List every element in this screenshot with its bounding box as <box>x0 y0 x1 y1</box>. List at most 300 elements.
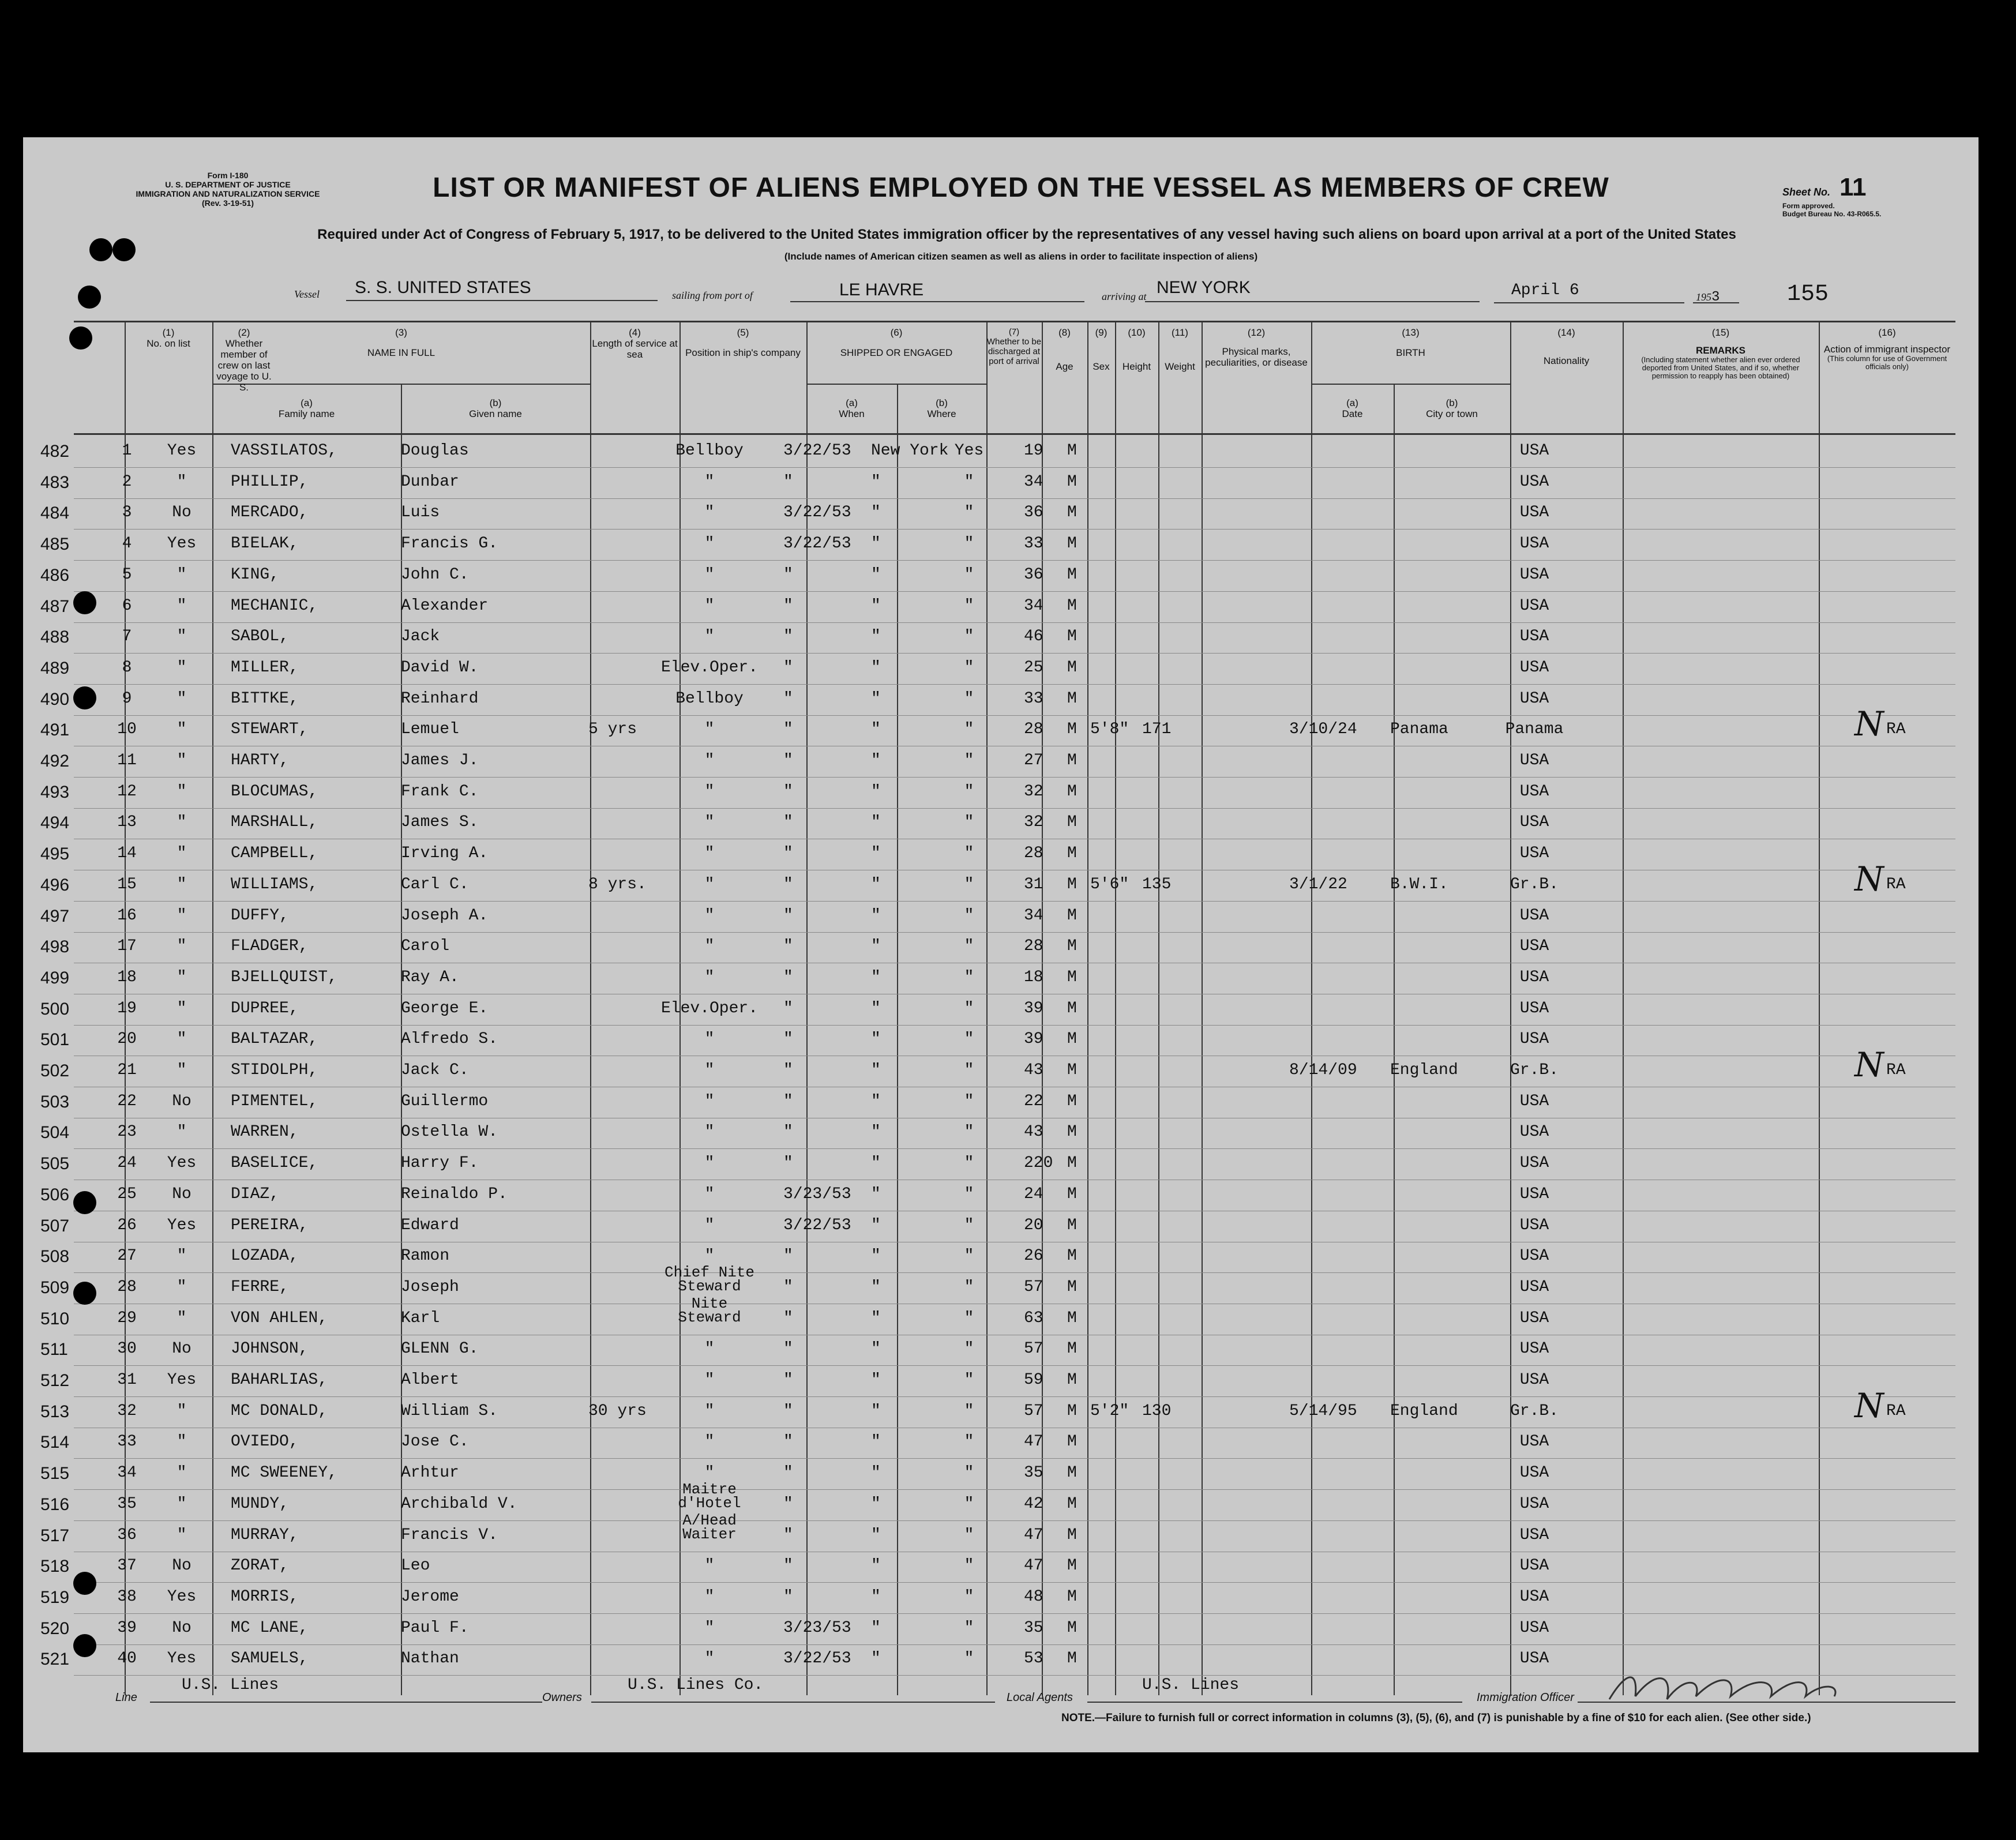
cell-when: " <box>783 907 793 925</box>
cell-position: " <box>704 1092 715 1110</box>
cell-disch: " <box>964 1495 974 1513</box>
cell-nat: USA <box>1519 752 1549 769</box>
cell-no: 36 <box>117 1526 137 1544</box>
cell-when: " <box>783 783 793 801</box>
arrival-port: NEW YORK <box>1157 278 1251 297</box>
cell-nat: USA <box>1519 659 1549 677</box>
col-14-header: (14) Nationality <box>1543 327 1590 366</box>
cell-no: 40 <box>117 1650 137 1668</box>
punch-hole <box>73 1572 96 1595</box>
external-line-number: 509 <box>40 1278 70 1297</box>
cell-position: Elev.Oper. <box>660 659 759 677</box>
cell-age: 18 <box>1024 968 1043 986</box>
cell-nat: USA <box>1519 1650 1549 1668</box>
cell-disch: " <box>964 659 974 677</box>
cell-family: VASSILATOS, <box>231 442 337 460</box>
cell-disch: " <box>964 968 974 986</box>
cell-sex: M <box>1067 1371 1077 1389</box>
cell-when: " <box>783 720 793 738</box>
table-row <box>23 809 1979 839</box>
cell-position: " <box>704 720 715 738</box>
cell-prev: " <box>177 876 187 893</box>
cell-position: " <box>704 628 715 645</box>
cell-position: " <box>704 1185 715 1203</box>
cell-age: 22 <box>1024 1092 1043 1110</box>
cell-position: Chief Nite Steward <box>664 1264 755 1295</box>
cell-given: Ostella W. <box>401 1123 498 1141</box>
cell-no: 26 <box>117 1216 137 1234</box>
agents-value: U.S. Lines <box>1142 1676 1240 1694</box>
cell-disch: " <box>964 1340 974 1358</box>
cell-prev: " <box>177 1247 187 1265</box>
cell-family: PEREIRA, <box>231 1216 309 1234</box>
external-line-number: 513 <box>40 1402 70 1421</box>
cell-service: 30 yrs <box>588 1402 647 1420</box>
cell-nat: USA <box>1519 690 1549 708</box>
cell-position: " <box>704 1557 715 1575</box>
cell-sex: M <box>1067 1526 1077 1544</box>
cell-nat: USA <box>1519 1278 1549 1296</box>
cell-no: 35 <box>117 1495 137 1513</box>
cell-family: JOHNSON, <box>231 1340 309 1358</box>
cell-no: 3 <box>122 504 132 521</box>
col-3-header: (3) NAME IN FULL <box>367 327 436 358</box>
cell-when: " <box>783 1588 793 1606</box>
cell-disch: " <box>964 907 974 925</box>
cell-sex: M <box>1067 1278 1077 1296</box>
cell-sex: M <box>1067 442 1077 460</box>
cell-position: Nite Steward <box>678 1295 741 1326</box>
cell-disch: " <box>964 876 974 893</box>
table-row <box>23 1026 1979 1056</box>
punch-hole <box>112 238 136 261</box>
cell-given: Francis V. <box>401 1526 498 1544</box>
cell-where: " <box>871 1650 881 1668</box>
cell-given: Reinaldo P. <box>401 1185 508 1203</box>
cell-no: 19 <box>117 1000 137 1017</box>
cell-family: HARTY, <box>231 752 289 769</box>
cell-disch: " <box>964 566 974 584</box>
table-row <box>23 1150 1979 1180</box>
line-value: U.S. Lines <box>182 1676 279 1694</box>
cell-sex: M <box>1067 752 1077 769</box>
cell-sex: M <box>1067 1061 1077 1079</box>
table-row <box>23 1366 1979 1397</box>
cell-sex: M <box>1067 1650 1077 1668</box>
cell-disch: " <box>964 1123 974 1141</box>
cell-prev: " <box>177 1433 187 1451</box>
cell-family: DUFFY, <box>231 907 289 925</box>
table-row <box>23 840 1979 870</box>
table-row <box>23 1386 1979 1428</box>
external-line-number: 496 <box>40 876 70 895</box>
cell-nat: Gr.B. <box>1510 1061 1559 1079</box>
cell-prev: " <box>177 844 187 862</box>
cell-no: 33 <box>117 1433 137 1451</box>
external-line-number: 503 <box>40 1092 70 1111</box>
external-line-number: 489 <box>40 659 70 678</box>
cell-when: " <box>783 1123 793 1141</box>
external-line-number: 497 <box>40 907 70 926</box>
cell-position: " <box>704 1464 715 1482</box>
cell-family: MURRAY, <box>231 1526 299 1544</box>
cell-no: 37 <box>117 1557 137 1575</box>
cell-where: " <box>871 876 881 893</box>
cell-nat: USA <box>1519 1526 1549 1544</box>
cell-prev: " <box>177 473 187 491</box>
cell-where: " <box>871 1526 881 1544</box>
cell-no: 17 <box>117 937 137 955</box>
cell-position: Bellboy <box>675 442 744 460</box>
cell-position: " <box>704 566 715 584</box>
cell-given: James S. <box>401 813 479 831</box>
cell-given: Francis G. <box>401 535 498 553</box>
cell-action: RA <box>1886 1061 1906 1079</box>
cell-disch: " <box>964 597 974 615</box>
cell-prev: " <box>177 1278 187 1296</box>
cell-position: " <box>704 535 715 553</box>
cell-disch: " <box>964 1216 974 1234</box>
cell-where: " <box>871 597 881 615</box>
cell-where: " <box>871 535 881 553</box>
col-7-header: (7) Whether to be discharged at port of arrival <box>986 327 1042 366</box>
table-row <box>23 1088 1979 1118</box>
external-line-number: 514 <box>40 1433 70 1452</box>
table-row <box>23 499 1979 530</box>
external-line-number: 494 <box>40 813 70 832</box>
cell-disch: " <box>964 1650 974 1668</box>
col-15-header: (15) REMARKS (Including statement whether alien ever ordered deported from United States, and if so, whether permission to reapply has been obtained) <box>1641 327 1800 380</box>
cell-no: 32 <box>117 1402 137 1420</box>
cell-age: 28 <box>1024 844 1043 862</box>
external-line-number: 492 <box>40 752 70 771</box>
cell-nat: USA <box>1519 504 1549 521</box>
cell-prev: No <box>172 1340 192 1358</box>
cell-when: 3/22/53 <box>783 1650 851 1668</box>
cell-sex: M <box>1067 504 1077 521</box>
cell-nat: USA <box>1519 628 1549 645</box>
cell-prev: Yes <box>167 442 197 460</box>
inspector-initial-mark: N <box>1854 1045 1884 1084</box>
cell-nat: USA <box>1519 1433 1549 1451</box>
cell-family: SAMUELS, <box>231 1650 309 1668</box>
external-line-number: 482 <box>40 442 70 461</box>
cell-no: 5 <box>122 566 132 584</box>
external-line-number: 499 <box>40 968 70 987</box>
cell-where: " <box>871 937 881 955</box>
table-row <box>23 933 1979 963</box>
external-line-number: 500 <box>40 1000 70 1019</box>
cell-nat: USA <box>1519 1185 1549 1203</box>
cell-where: " <box>871 628 881 645</box>
cell-given: Edward <box>401 1216 459 1234</box>
cell-when: " <box>783 1247 793 1265</box>
cell-prev: " <box>177 597 187 615</box>
cell-position: " <box>704 937 715 955</box>
cell-prev: " <box>177 720 187 738</box>
cell-given: Albert <box>401 1371 459 1389</box>
cell-given: Joseph <box>401 1278 459 1296</box>
cell-position: " <box>704 876 715 893</box>
cell-prev: Yes <box>167 1371 197 1389</box>
cell-when: " <box>783 1092 793 1110</box>
cell-position: " <box>704 752 715 769</box>
cell-where: " <box>871 1371 881 1389</box>
cell-when: 3/22/53 <box>783 535 851 553</box>
cell-weight: 135 <box>1142 876 1172 893</box>
cell-sex: M <box>1067 659 1077 677</box>
cell-sex: M <box>1067 1557 1077 1575</box>
cell-age: 57 <box>1024 1402 1043 1420</box>
cell-bcity: England <box>1390 1402 1458 1420</box>
col-9-header: (9) Sex <box>1093 327 1110 372</box>
cell-family: SABOL, <box>231 628 289 645</box>
cell-prev: " <box>177 937 187 955</box>
cell-sex: M <box>1067 783 1077 801</box>
external-line-number: 493 <box>40 783 70 802</box>
table-row <box>23 654 1979 685</box>
cell-where: " <box>871 1588 881 1606</box>
cell-when: " <box>783 1433 793 1451</box>
cell-when: " <box>783 876 793 893</box>
cell-age: 39 <box>1024 1030 1043 1048</box>
col-1-header: (1) No. on list <box>147 327 190 349</box>
cell-nat: USA <box>1519 1464 1549 1482</box>
col-2-header: (2) Whether member of crew on last voyage to U. S. <box>216 327 272 393</box>
cell-age: 57 <box>1024 1340 1043 1358</box>
cell-disch: " <box>964 1000 974 1017</box>
cell-prev: " <box>177 1061 187 1079</box>
cell-age: 19 <box>1024 442 1043 460</box>
cell-sex: M <box>1067 1433 1077 1451</box>
cell-prev: " <box>177 1464 187 1482</box>
cell-nat: USA <box>1519 442 1549 460</box>
cell-where: " <box>871 1402 881 1420</box>
cell-nat: USA <box>1519 1247 1549 1265</box>
table-row <box>23 859 1979 902</box>
cell-given: Dunbar <box>401 473 459 491</box>
cell-prev: Yes <box>167 1216 197 1234</box>
cell-where: " <box>871 1185 881 1203</box>
cell-family: VON AHLEN, <box>231 1309 328 1327</box>
document-subtitle: Required under Act of Congress of February 5, 1917, to be delivered to the United States immigration officer by the representatives of any vessel having such aliens on board upon arrival at a port of the United States <box>317 227 1736 242</box>
cell-age: 42 <box>1024 1495 1043 1513</box>
cell-family: KING, <box>231 566 280 584</box>
table-row <box>23 1181 1979 1211</box>
cell-sex: M <box>1067 907 1077 925</box>
cell-given: William S. <box>401 1402 498 1420</box>
external-line-number: 508 <box>40 1247 70 1266</box>
cell-disch: Yes <box>954 442 984 460</box>
cell-family: OVIEDO, <box>231 1433 299 1451</box>
cell-family: DIAZ, <box>231 1185 280 1203</box>
external-line-number: 502 <box>40 1061 70 1080</box>
cell-disch: " <box>964 1278 974 1296</box>
cell-family: MC DONALD, <box>231 1402 328 1420</box>
cell-given: Carol <box>401 937 450 955</box>
cell-given: Guillermo <box>401 1092 489 1110</box>
cell-when: 3/23/53 <box>783 1619 851 1637</box>
cell-disch: " <box>964 1433 974 1451</box>
stamp-number: 155 <box>1787 281 1829 307</box>
cell-family: ZORAT, <box>231 1557 289 1575</box>
table-row <box>23 902 1979 933</box>
external-line-number: 501 <box>40 1030 70 1049</box>
table-row <box>23 1614 1979 1645</box>
cell-prev: No <box>172 1185 192 1203</box>
cell-where: " <box>871 566 881 584</box>
cell-sex: M <box>1067 844 1077 862</box>
cell-position: " <box>704 1340 715 1358</box>
cell-disch: " <box>964 1030 974 1048</box>
cell-sex: M <box>1067 1030 1077 1048</box>
cell-nat: USA <box>1519 1371 1549 1389</box>
cell-weight: 130 <box>1142 1402 1172 1420</box>
cell-when: " <box>783 1061 793 1079</box>
cell-sex: M <box>1067 1495 1077 1513</box>
cell-nat: USA <box>1519 783 1549 801</box>
cell-when: " <box>783 1340 793 1358</box>
cell-age: 63 <box>1024 1309 1043 1327</box>
cell-disch: " <box>964 690 974 708</box>
cell-position: " <box>704 813 715 831</box>
cell-where: " <box>871 1619 881 1637</box>
cell-family: DUPREE, <box>231 1000 299 1017</box>
cell-age: 20 <box>1024 1216 1043 1234</box>
cell-when: 3/22/53 <box>783 504 851 521</box>
cell-no: 21 <box>117 1061 137 1079</box>
cell-age: 43 <box>1024 1061 1043 1079</box>
table-row <box>23 778 1979 809</box>
cell-nat: Panama <box>1505 720 1564 738</box>
external-line-number: 520 <box>40 1619 70 1638</box>
col-3b-header: (b) Given name <box>469 397 522 419</box>
cell-given: GLENN G. <box>401 1340 479 1358</box>
cell-where: " <box>871 1309 881 1327</box>
col-13-header: (13) BIRTH <box>1396 327 1425 358</box>
external-line-number: 485 <box>40 535 70 554</box>
cell-given: Carl C. <box>401 876 469 893</box>
cell-action: RA <box>1886 720 1906 738</box>
cell-where: " <box>871 1557 881 1575</box>
cell-when: " <box>783 473 793 491</box>
arrival-year: 1953 <box>1696 290 1720 305</box>
cell-disch: " <box>964 1371 974 1389</box>
punch-hole <box>73 1634 96 1657</box>
cell-family: PHILLIP, <box>231 473 309 491</box>
cell-when: " <box>783 1309 793 1327</box>
cell-age: 35 <box>1024 1464 1043 1482</box>
cell-no: 13 <box>117 813 137 831</box>
cell-age: 47 <box>1024 1526 1043 1544</box>
cell-given: Alfredo S. <box>401 1030 498 1048</box>
cell-when: " <box>783 1371 793 1389</box>
cell-service: 8 yrs. <box>588 876 647 893</box>
cell-age: 32 <box>1024 783 1043 801</box>
cell-nat: USA <box>1519 1557 1549 1575</box>
external-line-number: 483 <box>40 473 70 492</box>
cell-age: 39 <box>1024 1000 1043 1017</box>
cell-sex: M <box>1067 690 1077 708</box>
cell-sex: M <box>1067 937 1077 955</box>
cell-prev: " <box>177 752 187 769</box>
cell-sex: M <box>1067 1309 1077 1327</box>
cell-where: " <box>871 844 881 862</box>
col-13a-header: (a) Date <box>1342 397 1363 419</box>
cell-given: John C. <box>401 566 469 584</box>
col-4-header: (4) Length of service at sea <box>592 327 678 360</box>
cell-family: WILLIAMS, <box>231 876 318 893</box>
cell-disch: " <box>964 1061 974 1079</box>
cell-where: " <box>871 813 881 831</box>
officer-signature <box>1604 1665 1852 1711</box>
cell-family: MUNDY, <box>231 1495 289 1513</box>
cell-disch: " <box>964 720 974 738</box>
cell-sex: M <box>1067 535 1077 553</box>
cell-prev: " <box>177 813 187 831</box>
cell-prev: " <box>177 1309 187 1327</box>
cell-position: " <box>704 907 715 925</box>
cell-where: " <box>871 1154 881 1172</box>
cell-age: 48 <box>1024 1588 1043 1606</box>
cell-no: 30 <box>117 1340 137 1358</box>
cell-bcity: B.W.I. <box>1390 876 1448 893</box>
cell-where: " <box>871 720 881 738</box>
external-line-number: 487 <box>40 597 70 616</box>
cell-no: 31 <box>117 1371 137 1389</box>
cell-when: 3/23/53 <box>783 1185 851 1203</box>
external-line-number: 521 <box>40 1650 70 1669</box>
table-row <box>23 1264 1979 1304</box>
cell-no: 23 <box>117 1123 137 1141</box>
cell-prev: Yes <box>167 1650 197 1668</box>
cell-age: 36 <box>1024 504 1043 521</box>
arrival-date: April 6 <box>1511 281 1579 299</box>
external-line-number: 484 <box>40 504 70 523</box>
cell-when: " <box>783 937 793 955</box>
cell-given: Leo <box>401 1557 430 1575</box>
cell-no: 7 <box>122 628 132 645</box>
cell-prev: " <box>177 690 187 708</box>
table-row <box>23 1552 1979 1583</box>
cell-when: " <box>783 1000 793 1017</box>
table-row <box>23 1335 1979 1366</box>
cell-position: " <box>704 1216 715 1234</box>
cell-disch: " <box>964 1247 974 1265</box>
cell-where: " <box>871 1061 881 1079</box>
cell-sex: M <box>1067 1588 1077 1606</box>
cell-age: 28 <box>1024 720 1043 738</box>
external-line-number: 506 <box>40 1185 70 1204</box>
cell-bdate: 5/14/95 <box>1289 1402 1357 1420</box>
cell-when: " <box>783 1495 793 1513</box>
table-row <box>23 964 1979 994</box>
cell-height: 5'8" <box>1090 720 1129 738</box>
cell-nat: USA <box>1519 813 1549 831</box>
cell-prev: No <box>172 1557 192 1575</box>
cell-sex: M <box>1067 1464 1077 1482</box>
punch-hole <box>89 238 112 261</box>
cell-given: David W. <box>401 659 479 677</box>
cell-age: 25 <box>1024 659 1043 677</box>
cell-sex: M <box>1067 813 1077 831</box>
cell-sex: M <box>1067 597 1077 615</box>
form-identifier: Form I-180 U. S. DEPARTMENT OF JUSTICE IMMIGRATION AND NATURALIZATION SERVICE (Rev. 3-19-51) <box>136 171 320 208</box>
cell-no: 8 <box>122 659 132 677</box>
cell-family: WARREN, <box>231 1123 299 1141</box>
cell-where: " <box>871 1123 881 1141</box>
vessel-name: S. S. UNITED STATES <box>355 278 531 297</box>
